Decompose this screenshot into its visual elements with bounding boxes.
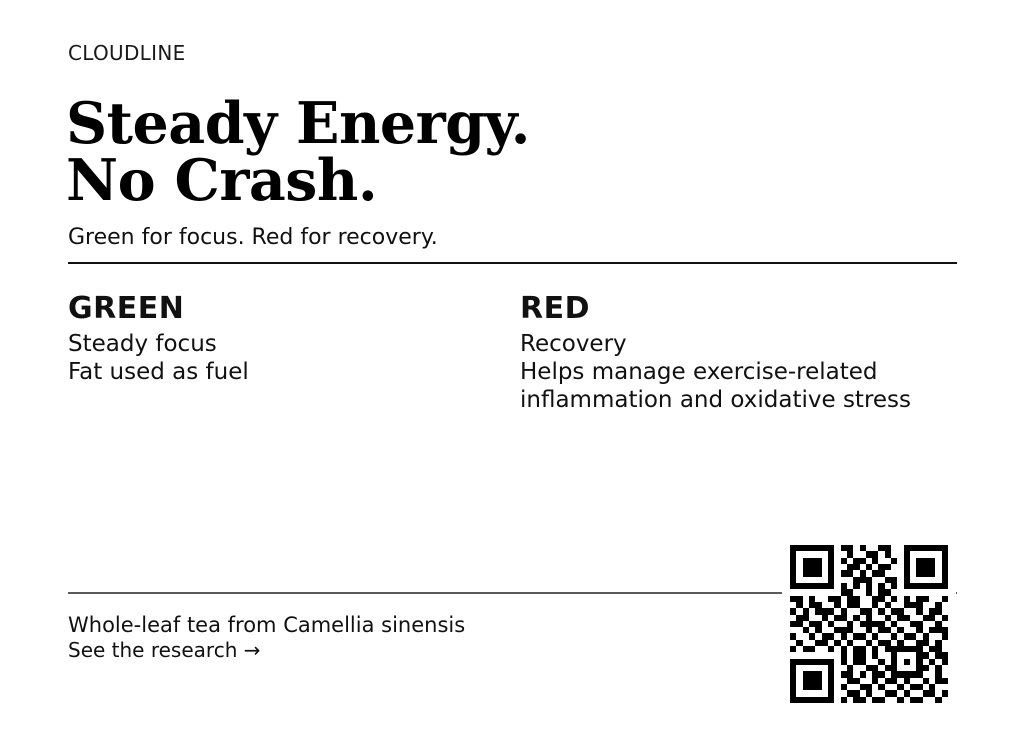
qr-code-container — [782, 537, 956, 711]
footnote-text: Whole-leaf tea from Camellia sinensis — [68, 613, 466, 637]
brand-wordmark: CLOUDLINE — [68, 41, 186, 65]
green-column-heading: GREEN — [68, 291, 185, 326]
green-benefit-line: Fat used as fuel — [68, 359, 249, 385]
red-column-body — [520, 330, 957, 414]
red-benefit-line: Helps manage exercise-related inflammation and oxidative stress — [520, 359, 912, 413]
red-column-heading: RED — [520, 291, 590, 326]
benefit-columns — [68, 292, 957, 414]
green-column-body — [68, 330, 520, 386]
headline — [66, 90, 530, 214]
headline-line-2: No Crash. — [66, 147, 378, 214]
tagline: Green for focus. Red for recovery. — [68, 225, 438, 250]
red-column — [520, 292, 957, 414]
red-benefit-line: Recovery — [520, 331, 627, 357]
headline-line-1: Steady Energy. — [66, 90, 530, 157]
see-research-link[interactable]: See the research → — [68, 638, 261, 662]
top-divider — [68, 262, 957, 264]
footer — [68, 613, 465, 662]
qr-code — [790, 545, 948, 703]
green-column — [68, 292, 520, 414]
green-benefit-line: Steady focus — [68, 331, 217, 357]
